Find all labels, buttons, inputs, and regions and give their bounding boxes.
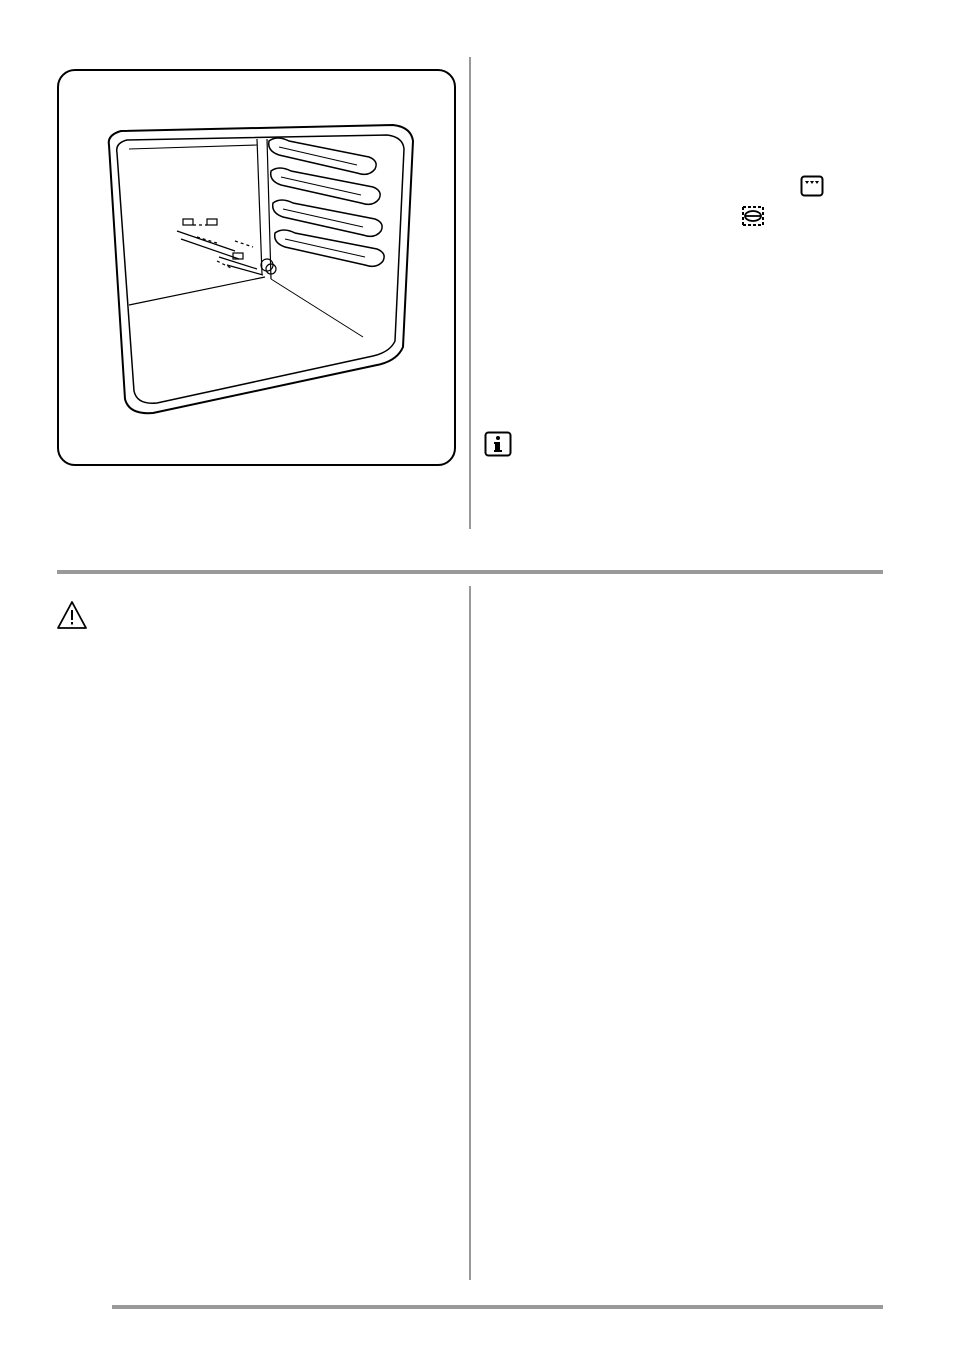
fan-grill-function-icon (740, 205, 766, 227)
bottom-heat-function-icon (800, 175, 824, 197)
section-divider (57, 570, 883, 574)
warning-icon (56, 600, 88, 630)
information-icon (484, 431, 512, 457)
column-divider-bottom (469, 586, 471, 1280)
footer-rule (112, 1305, 883, 1309)
oven-cavity-illustration (57, 69, 456, 466)
column-divider-top (469, 57, 471, 529)
oven-illustration-frame (57, 69, 456, 466)
